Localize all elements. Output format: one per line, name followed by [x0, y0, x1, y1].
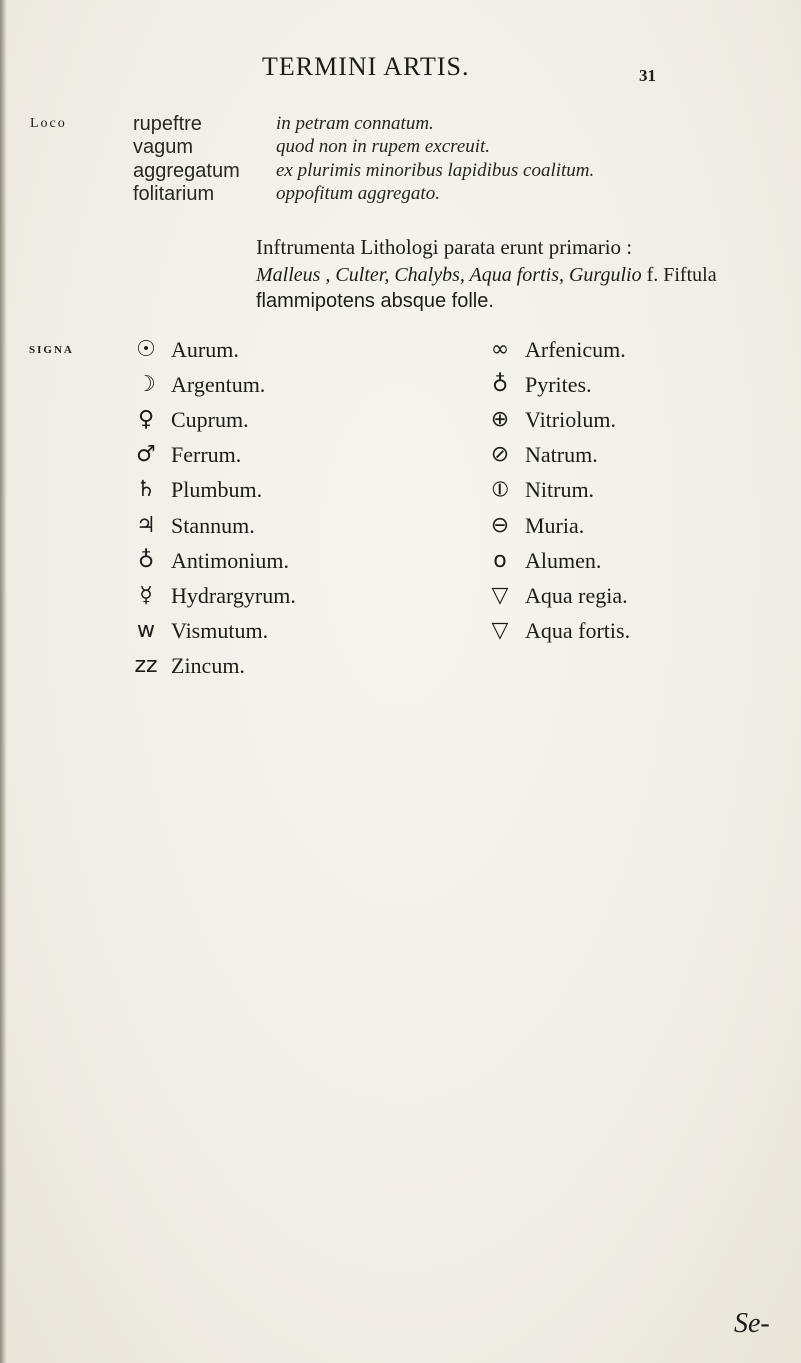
arsenic-symbol-icon: ∞ — [490, 337, 510, 362]
nitre-symbol-icon: ⦶ — [492, 477, 508, 502]
sign-name: Aqua fortis. — [525, 618, 631, 643]
sign-name: Vitriolum. — [525, 407, 616, 432]
term-definition: in petram connatum. — [276, 113, 434, 134]
term: aggregatum — [133, 160, 240, 182]
instruments-italic: Malleus , Culter, Chalybs, Aqua fortis, Gurgulio — [256, 264, 642, 286]
sign-name: Nitrum. — [525, 477, 595, 502]
sign-name: Aqua regia. — [525, 583, 628, 608]
catchword: Se- — [734, 1308, 770, 1339]
instruments-list — [256, 264, 717, 287]
sign-name: Arfenicum. — [525, 337, 626, 362]
pyrites-symbol-icon: ♁ — [491, 372, 509, 397]
sign-name: Argentum. — [171, 372, 266, 397]
term-definition: oppofitum aggregato. — [276, 183, 440, 204]
term-definition: ex plurimis minoribus lapidibus coalitum. — [276, 160, 595, 181]
term: rupeftre — [133, 113, 202, 135]
term: folitarium — [133, 183, 215, 205]
sign-name: Cuprum. — [171, 407, 249, 432]
alum-symbol-icon: o — [493, 548, 507, 573]
term: vagum — [133, 136, 194, 158]
mars-symbol-icon: ♂ — [136, 442, 156, 467]
page-binding-edge — [0, 0, 7, 1363]
venus-symbol-icon: ♀ — [137, 407, 155, 432]
page-title: TERMINI ARTIS. — [262, 52, 470, 81]
sign-name: Pyrites. — [525, 372, 592, 397]
sign-name: Aurum. — [171, 337, 239, 362]
page-number: 31 — [639, 66, 656, 85]
natron-symbol-icon: ⊘ — [490, 442, 510, 467]
sign-name: Stannum. — [171, 513, 255, 538]
zinc-symbol-icon: zz — [134, 653, 158, 678]
antimony-symbol-icon: ♁ — [137, 548, 155, 573]
instruments-list-continued: flammipotens absque folle. — [256, 290, 494, 312]
sign-name: Hydrargyrum. — [171, 583, 296, 608]
vitriol-symbol-icon: ⊕ — [490, 407, 510, 432]
loco-label: Loco — [30, 116, 67, 131]
bismuth-symbol-icon: w — [137, 618, 155, 643]
term-definition: quod non in rupem excreuit. — [276, 136, 491, 157]
sun-symbol-icon: ☉ — [136, 337, 156, 362]
moon-symbol-icon: ☽ — [136, 372, 156, 397]
mercury-symbol-icon: ☿ — [139, 583, 153, 608]
sign-name: Alumen. — [525, 548, 602, 573]
instruments-tail: f. Fiftula — [646, 264, 717, 286]
aqua-fortis-symbol-icon: ▽ — [491, 618, 509, 643]
sign-name: Natrum. — [525, 442, 598, 467]
aqua-regia-symbol-icon: ▽ — [491, 583, 509, 608]
instruments-intro: Inftrumenta Lithologi parata erunt primario : — [256, 235, 633, 259]
salt-symbol-icon: ⊖ — [490, 513, 510, 538]
sign-name: Ferrum. — [171, 442, 242, 467]
sign-name: Zincum. — [171, 653, 245, 678]
sign-name: Antimonium. — [171, 548, 289, 573]
sign-name: Vismutum. — [171, 618, 269, 643]
sign-name: Muria. — [525, 513, 585, 538]
saturn-symbol-icon: ♄ — [136, 477, 156, 502]
sign-name: Plumbum. — [171, 477, 263, 502]
signa-label: SIGNA — [29, 344, 74, 356]
jupiter-symbol-icon: ♃ — [136, 513, 156, 538]
